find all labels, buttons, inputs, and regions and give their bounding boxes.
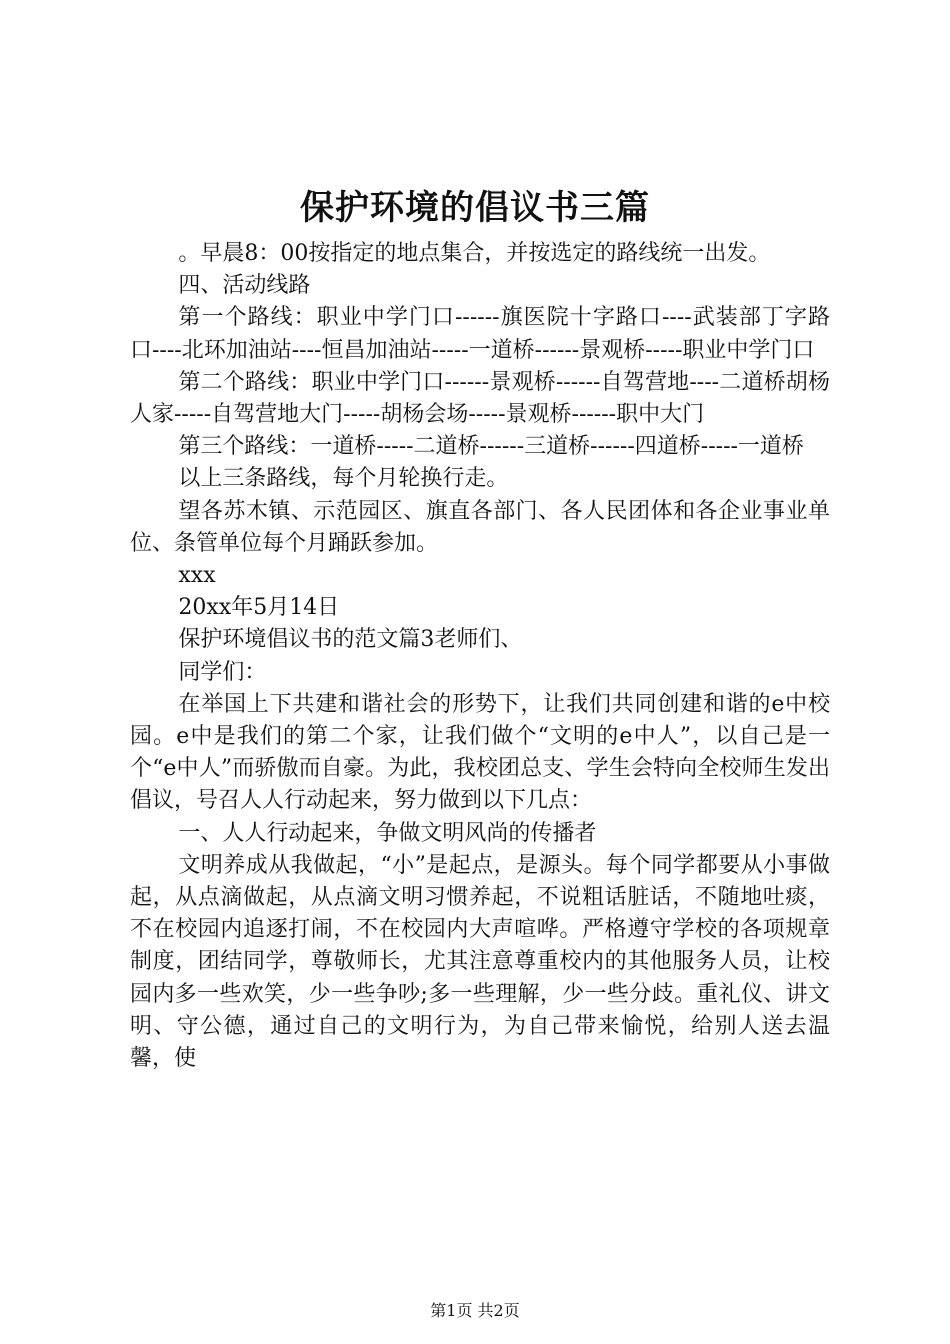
paragraph: 以上三条路线，每个月轮换行走。 (178, 466, 509, 492)
paragraph: 在举国上下共建和谐社会的形势下，让我们共同创建和谐的e中校园。e中是我们的第二个家，让我们做个“文明的e中人”，以自己是一个“e中人”而骄傲而自豪。为此，我校团总支、学生会特向全校师生发出倡议，号召人人行动起来，努力做到以下几点： (130, 691, 830, 814)
paragraph: 望各苏木镇、示范园区、旗直各部门、各人民团体和各企业事业单位、条管单位每个月踊跃参加。 (130, 498, 830, 556)
section-heading: 保护环境倡议书的范文篇3老师们、 (178, 627, 523, 653)
page-number: 第1页 共2页 (430, 1301, 520, 1320)
paragraph: 第三个路线：一道桥-----二道桥------三道桥------四道桥-----一道桥 (178, 434, 804, 460)
paragraph: 第一个路线：职业中学门口------旗医院十字路口----武装部丁字路口----北环加油站----恒昌加油站-----一道桥------景观桥-----职业中学门口 (130, 305, 830, 363)
paragraph: 第二个路线：职业中学门口------景观桥------自驾营地----二道桥胡杨人家-----自驾营地大门-----胡杨会场-----景观桥------职中大门 (130, 369, 830, 428)
signature-date: 20xx年5月14日 (178, 595, 340, 621)
section-heading: 一、人人行动起来，争做文明风尚的传播者 (178, 820, 597, 846)
section-heading: 四、活动线路 (178, 273, 311, 299)
signature-name: xxx (178, 563, 216, 589)
salutation: 同学们： (178, 659, 267, 685)
document-body (130, 238, 830, 1075)
paragraph: 文明养成从我做起，“小”是起点，是源头。每个同学都要从小事做起，从点滴做起，从点滴文明习惯养起，不说粗话脏话，不随地吐痰，不在校园内追逐打闹，不在校园内大声喧哗。严格遵守学校的各项规章制度，团结同学，尊敬师长，尤其注意尊重校内的其他服务人员，让校园内多一些欢笑，少一些争吵;多一些理解，少一些分歧。重礼仪、讲文明、守公德，通过自己的文明行为，为自己带来愉悦，给别人送去温馨，使 (130, 852, 830, 1072)
document-title: 保护环境的倡议书三篇 (300, 188, 650, 228)
paragraph: 。早晨8：00按指定的地点集合，并按选定的路线统一出发。 (178, 241, 771, 266)
